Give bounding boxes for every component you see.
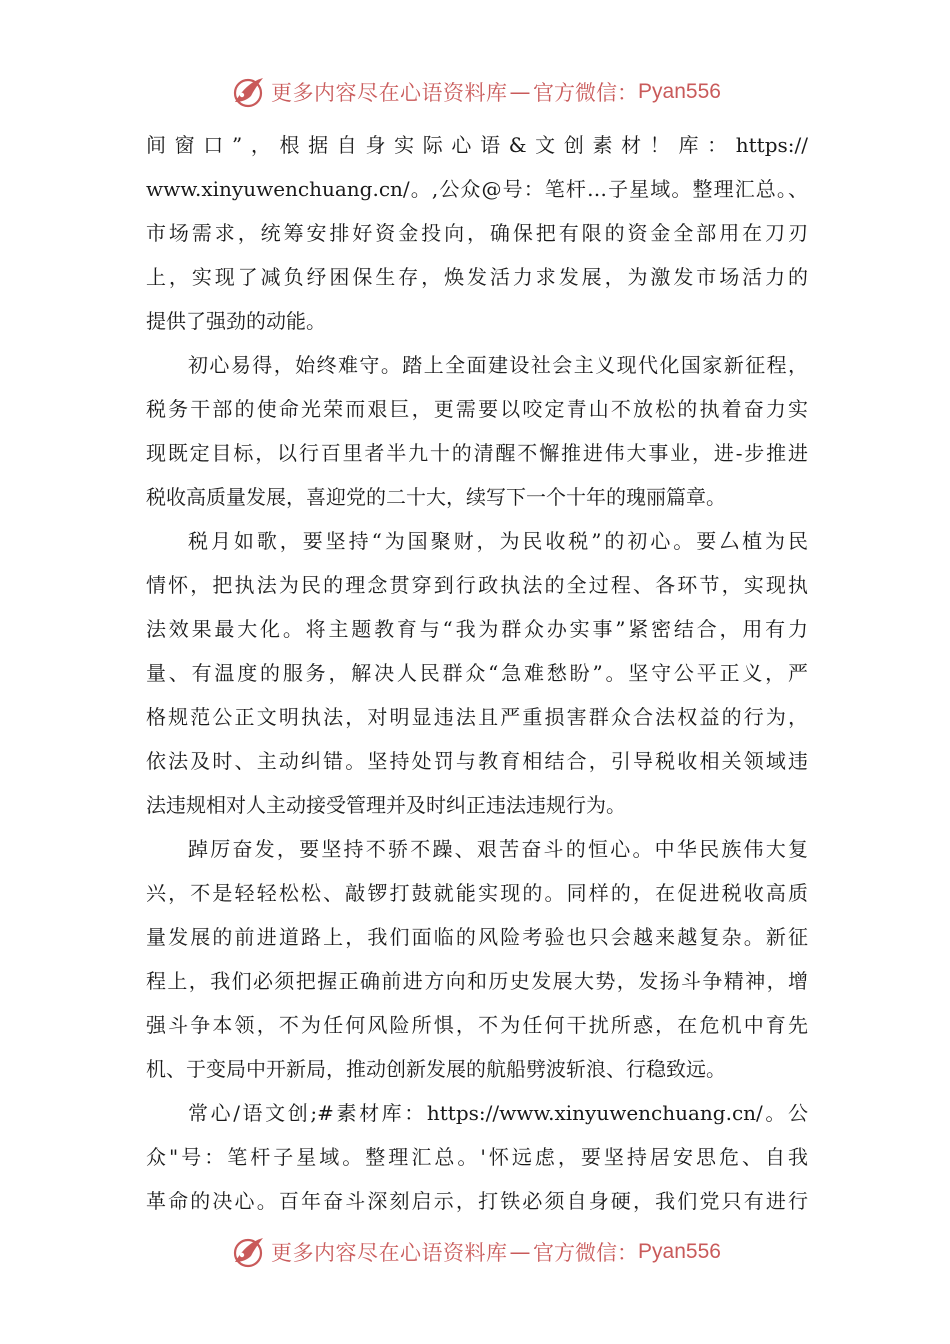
text-line: 税收高质量发展，喜迎党的二十大，续写下一个十年的瑰丽篇章。	[146, 485, 726, 509]
footer-banner	[0, 1230, 950, 1274]
text-line: 税务干部的使命光荣而艰巨，更需要以咬定青山不放松的执着奋力实	[146, 397, 808, 421]
header-wechat-label: 官方微信：	[533, 81, 639, 105]
paragraph	[146, 827, 808, 1091]
text-line: 间窗口”，根据自身实际心语&文创素材！库：https://	[146, 133, 808, 157]
text-line: 踔厉奋发，要坚持不骄不躁、艰苦奋斗的恒心。中华民族伟大复	[188, 837, 808, 861]
header-wechat-id: Pyan556	[638, 80, 721, 103]
text-line: 现既定目标，以行百里者半九十的清醒不懈推进伟大事业，进-步推进	[146, 441, 808, 465]
paragraph	[146, 343, 808, 519]
text-line: 情怀，把执法为民的理念贯穿到行政执法的全过程、各环节，实现执	[146, 573, 808, 597]
text-line: 依法及时、主动纠错。坚持处罚与教育相结合，引导税收相关领域违	[146, 749, 808, 773]
header-title: 更多内容尽在心语资料库	[271, 81, 508, 105]
text-line: 常心/语文创;#素材库：https://www.xinyuwenchuang.cn/。公	[188, 1101, 808, 1125]
brand-logo-icon	[229, 1232, 269, 1272]
footer-wechat-id: Pyan556	[638, 1240, 721, 1263]
footer-separator: —	[509, 1240, 532, 1264]
text-line: 上，实现了减负纾困保生存，焕发活力求发展，为激发市场活力的	[146, 265, 808, 289]
text-line: 税月如歌，要坚持“为国聚财，为民收税”的初心。要厶植为民	[188, 529, 808, 553]
text-line: 格规范公正文明执法，对明显违法且严重损害群众合法权益的行为，	[146, 705, 808, 729]
document-body	[146, 123, 808, 1223]
paragraph	[146, 519, 808, 827]
text-line: 机、于变局中开新局，推动创新发展的航船劈波斩浪、行稳致远。	[146, 1057, 726, 1081]
text-line: 兴，不是轻轻松松、敲锣打鼓就能实现的。同样的，在促进税收高质	[146, 881, 808, 905]
text-line: 法效果最大化。将主题教育与“我为群众办实事”紧密结合，用有力	[146, 617, 808, 641]
footer-wechat-label: 官方微信：	[533, 1241, 639, 1265]
text-line: 革命的决心。百年奋斗深刻启示，打铁必须自身硬，我们党只有进行	[146, 1189, 808, 1213]
text-line: 量发展的前进道路上，我们面临的风险考验也只会越来越复杂。新征	[146, 925, 808, 949]
text-line: 提供了强劲的动能。	[146, 309, 326, 333]
text-line: 众"号：笔杆子星域。整理汇总。'怀远虑，要坚持居安思危、自我	[146, 1145, 808, 1169]
header-banner	[0, 70, 950, 114]
brand-logo-icon	[229, 72, 269, 112]
paragraph	[146, 123, 808, 343]
header-separator: —	[509, 80, 532, 104]
text-line: www.xinyuwenchuang.cn/。,公众@号：笔杆…子星域。整理汇总。、	[146, 177, 808, 201]
text-line: 市场需求，统筹安排好资金投向，确保把有限的资金全部用在刀刃	[146, 221, 808, 245]
paragraph	[146, 1091, 808, 1223]
footer-title: 更多内容尽在心语资料库	[271, 1241, 508, 1265]
text-line: 初心易得，始终难守。踏上全面建设社会主义现代化国家新征程，	[188, 353, 808, 377]
text-line: 程上，我们必须把握正确前进方向和历史发展大势，发扬斗争精神，增	[146, 969, 808, 993]
text-line: 法违规相对人主动接受管理并及时纠正违法违规行为。	[146, 793, 626, 817]
text-line: 强斗争本领，不为任何风险所惧，不为任何干扰所惑，在危机中育先	[146, 1013, 808, 1037]
text-line: 量、有温度的服务，解决人民群众“急难愁盼”。坚守公平正义，严	[146, 661, 808, 685]
